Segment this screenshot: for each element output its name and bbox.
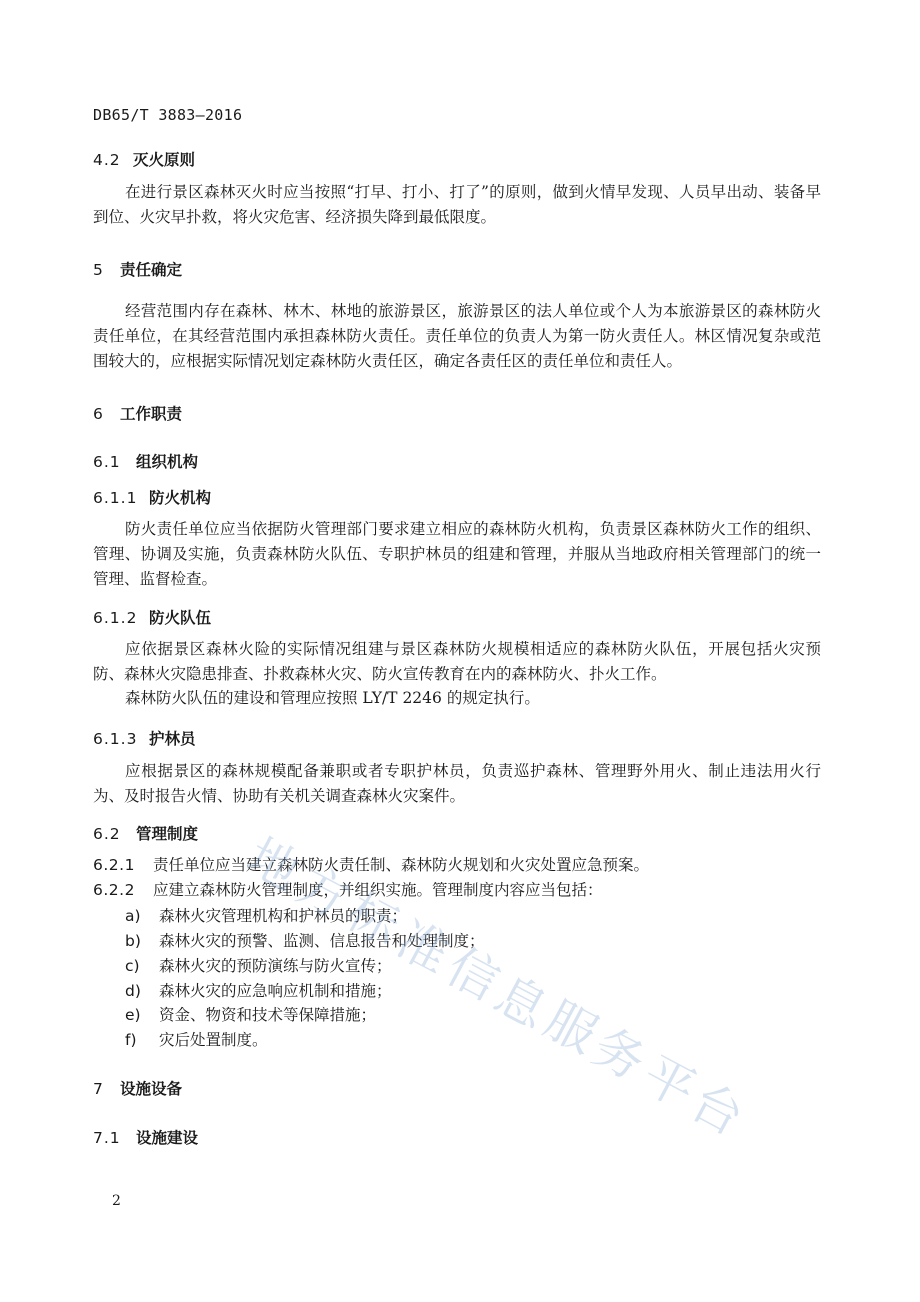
clause-number: 6.2.2 — [93, 881, 135, 899]
paragraph-6-1-1: 防火责任单位应当依据防火管理部门要求建立相应的森林防火机构，负责景区森林防火工作的组织、管理、协调及实施，负责森林防火队伍、专职护林员的组建和管理，并服从当地政府相关管理部门的统一管理、监督检查。 — [93, 520, 821, 588]
watermark-char: 标 — [337, 882, 409, 957]
heading-title: 灭火原则 — [133, 151, 196, 169]
heading-6-1 — [93, 450, 198, 472]
heading-number: 6.1.3 — [93, 730, 138, 748]
heading-title: 组织机构 — [136, 453, 199, 471]
heading-6-1-2 — [93, 606, 211, 628]
heading-6-1-1 — [93, 486, 211, 508]
list-marker: a) — [125, 907, 141, 925]
heading-number: 6.1 — [93, 453, 121, 471]
heading-number: 6.2 — [93, 825, 121, 843]
clause-text: 应建立森林防火管理制度，并组织实施。管理制度内容应当包括： — [153, 881, 603, 899]
list-item — [125, 1028, 268, 1053]
watermark-char: 台 — [681, 1072, 753, 1147]
list-marker: c) — [125, 957, 140, 975]
heading-number: 6.1.2 — [93, 609, 138, 627]
watermark-char: 准 — [387, 910, 459, 985]
heading-6-1-3 — [93, 727, 196, 749]
list-item — [125, 904, 407, 929]
clause-number: 6.2.1 — [93, 856, 135, 874]
watermark-char: 平 — [633, 1045, 705, 1120]
list-item — [125, 954, 392, 979]
heading-title: 设施建设 — [136, 1129, 199, 1147]
list-text: 森林火灾的预警、监测、信息报告和处理制度； — [159, 932, 485, 950]
heading-6-2 — [93, 822, 198, 844]
list-text: 森林火灾管理机构和护林员的职责； — [159, 907, 408, 925]
watermark-char: 息 — [485, 965, 557, 1040]
heading-number: 6.1.1 — [93, 489, 138, 507]
paragraph-4-2: 在进行景区森林灭火时应当按照“打早、打小、打了”的原则，做到火情早发现、人员早出动、装备早到位、火灾早扑救，将火灾危害、经济损失降到最低限度。 — [93, 183, 821, 226]
list-marker: e) — [125, 1006, 141, 1024]
clause-6-2-1 — [93, 853, 821, 878]
clause-text: 责任单位应当建立森林防火责任制、森林防火规划和火灾处置应急预案。 — [153, 856, 650, 874]
heading-title: 设施设备 — [120, 1080, 183, 1098]
paragraph-6-1-2-a: 应依据景区森林火险的实际情况组建与景区森林防火规模相适应的森林防火队伍，开展包括火灾预防、森林火灾隐患排查、扑救森林火灾、防火宣传教育在内的森林防火、扑火工作。 — [93, 640, 821, 683]
list-marker: b) — [125, 932, 141, 950]
heading-number: 4.2 — [93, 151, 121, 169]
paragraph-5: 经营范围内存在森林、林木、林地的旅游景区，旅游景区的法人单位或个人为本旅游景区的森林防火责任单位，在其经营范围内承担森林防火责任。责任单位的负责人为第一防火责任人。林区情况复杂或范围较大的，应根据实际情况划定森林防火责任区，确定各责任区的责任单位和责任人。 — [93, 302, 821, 370]
heading-6 — [93, 402, 182, 424]
list-text: 灾后处置制度。 — [159, 1031, 268, 1049]
list-item — [125, 979, 392, 1004]
heading-title: 防火机构 — [149, 489, 212, 507]
watermark-char: 信 — [437, 937, 509, 1012]
list-text: 森林火灾的预防演练与防火宣传； — [159, 957, 392, 975]
paragraph-6-1-3: 应根据景区的森林规模配备兼职或者专职护林员，负责巡护森林、管理野外用火、制止违法用火行为、及时报告火情、协助有关机关调查森林火灾案件。 — [93, 762, 821, 805]
heading-title: 管理制度 — [136, 825, 199, 843]
heading-title: 防火队伍 — [149, 609, 212, 627]
heading-5 — [93, 258, 182, 280]
doc-code: DB65/T 3883—2016 — [93, 106, 243, 124]
list-marker: f) — [125, 1031, 137, 1049]
heading-4-2 — [93, 148, 195, 170]
heading-number: 7 — [93, 1080, 104, 1098]
watermark-char: 服 — [535, 990, 607, 1065]
heading-7-1 — [93, 1126, 198, 1148]
heading-title: 工作职责 — [120, 405, 183, 423]
heading-7 — [93, 1077, 182, 1099]
heading-title: 责任确定 — [120, 261, 183, 279]
list-text: 资金、物资和技术等保障措施； — [159, 1006, 377, 1024]
watermark-char: 地 — [237, 827, 309, 902]
clause-6-2-2 — [93, 878, 821, 903]
heading-number: 5 — [93, 261, 104, 279]
list-item — [125, 1003, 376, 1028]
list-item — [125, 929, 485, 954]
heading-title: 护林员 — [149, 730, 196, 748]
list-text: 森林火灾的应急响应机制和措施； — [159, 982, 392, 1000]
list-marker: d) — [125, 982, 141, 1000]
heading-number: 7.1 — [93, 1129, 121, 1147]
paragraph-6-1-2-b: 森林防火队伍的建设和管理应按照 LY/T 2246 的规定执行。 — [125, 689, 540, 707]
watermark-char: 务 — [583, 1017, 655, 1092]
watermark-char: 方 — [287, 855, 359, 930]
heading-number: 6 — [93, 405, 104, 423]
page-number: 2 — [112, 1193, 121, 1209]
